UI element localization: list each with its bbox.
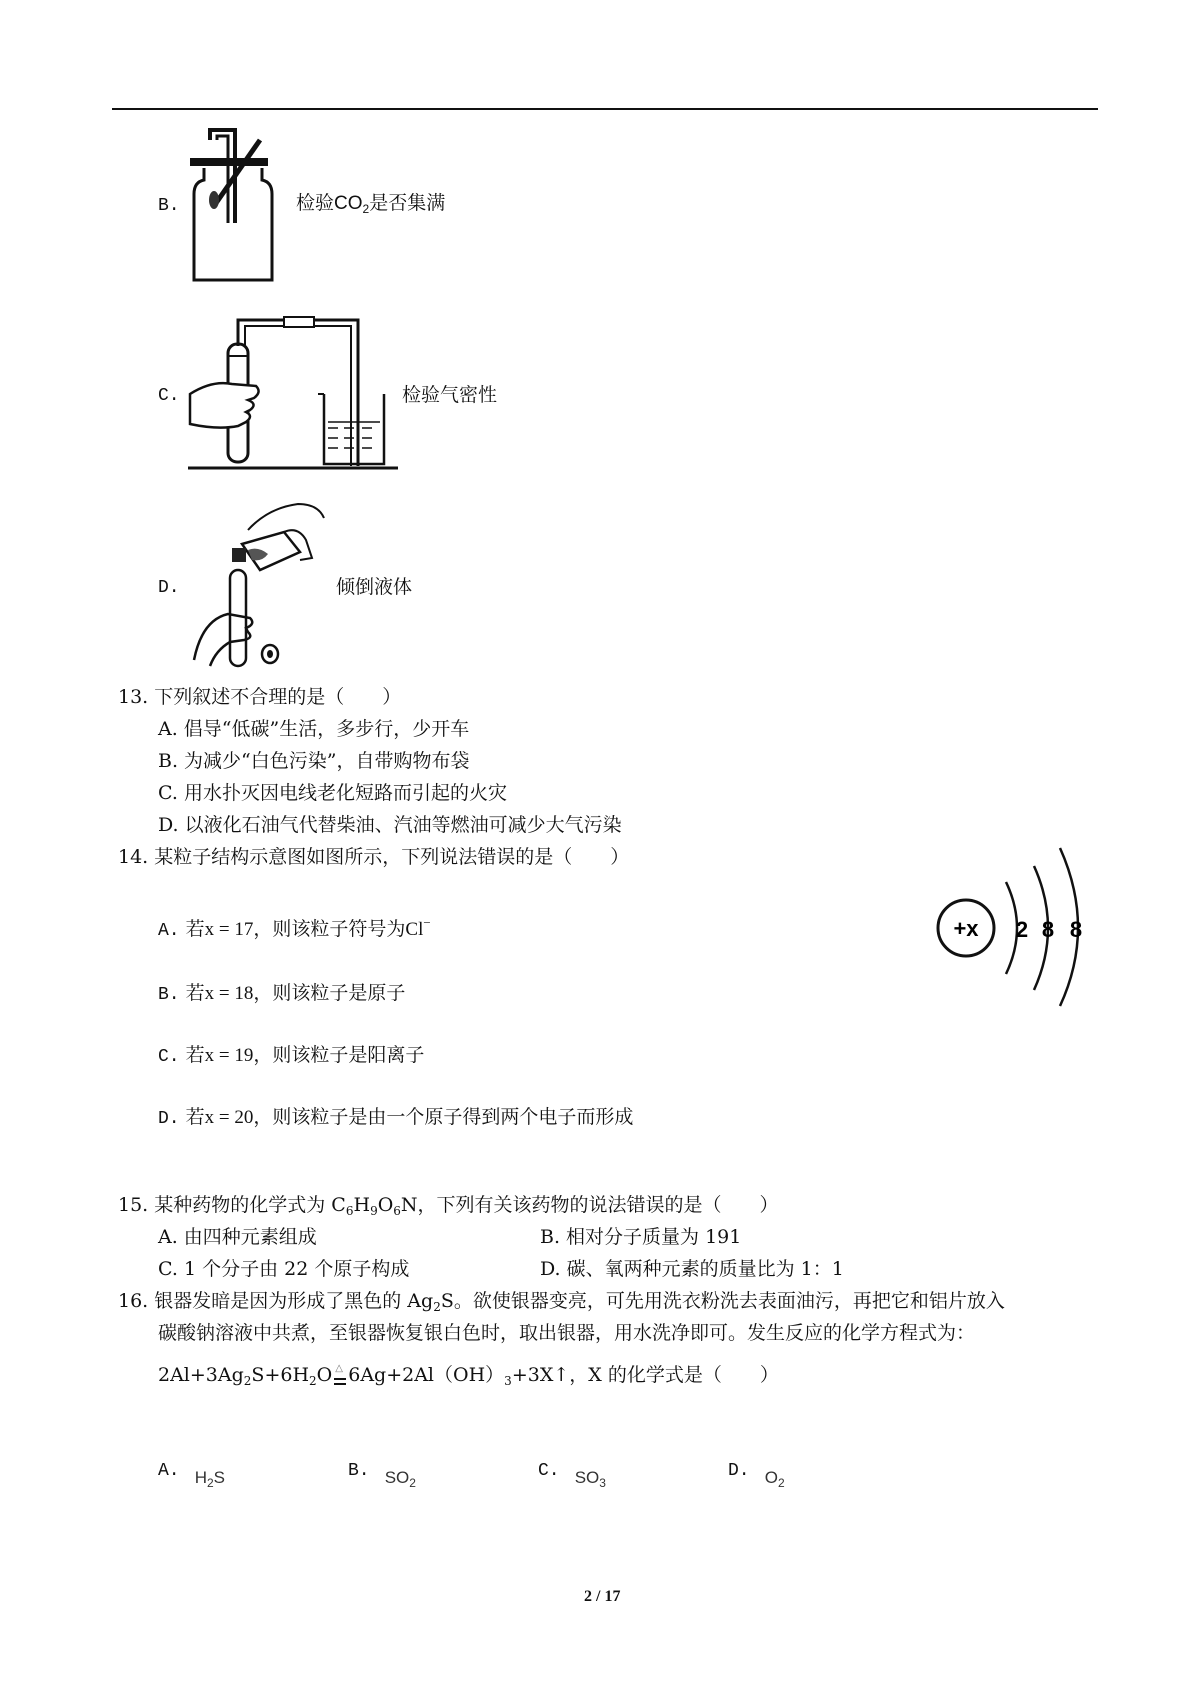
- q14-option-a: A. 若x = 17，则该粒子符号为Cl−: [158, 915, 431, 941]
- pouring-liquid-figure: [188, 500, 338, 672]
- q14-stem: 14. 某粒子结构示意图如图所示，下列说法错误的是（ ）: [118, 846, 630, 868]
- q12-option-c-caption: 检验气密性: [402, 384, 498, 406]
- q12-option-d-caption: 倾倒液体: [336, 576, 413, 598]
- q12-option-b-caption: 检验$CO_2$是否集满: [296, 192, 446, 216]
- heating-condition: △: [335, 1363, 343, 1374]
- airtightness-test-figure: [188, 316, 398, 472]
- page-number: 2 / 17: [584, 1588, 621, 1605]
- q14-option-c: C. 若x = 19，则该粒子是阳离子: [158, 1044, 425, 1067]
- q13-option-c: C. 用水扑灭因电线老化短路而引起的火灾: [158, 782, 507, 804]
- q16-option-c: C. $SO_3$: [538, 1461, 606, 1490]
- shell-1-count: 2: [1015, 917, 1029, 942]
- q13-option-b: B. 为减少“白色污染”，自带购物布袋: [158, 750, 470, 772]
- q15-option-d: D. 碳、氧两种元素的质量比为 1：1: [540, 1258, 844, 1280]
- q13-option-a: A. 倡导“低碳”生活，多步行，少开车: [158, 718, 470, 740]
- q13-option-d: D. 以液化石油气代替柴油、汽油等燃油可减少大气污染: [158, 814, 622, 836]
- shell-2-count: 8: [1041, 917, 1055, 942]
- q14-option-b: B. 若x = 18，则该粒子是原子: [158, 982, 406, 1005]
- q16-option-d: D. $O_2$: [728, 1461, 785, 1490]
- q12-option-b-letter: B.: [158, 196, 180, 216]
- q12-option-d-letter: D.: [158, 578, 180, 598]
- gas-collection-bottle-figure: [190, 128, 280, 288]
- q15-option-b: B. 相对分子质量为 191: [540, 1226, 742, 1248]
- particle-structure-diagram: [936, 840, 1096, 1006]
- header-rule: [112, 108, 1098, 110]
- nucleus-label: +x: [953, 916, 979, 941]
- shell-3-count: 8: [1069, 917, 1083, 942]
- q16-option-b: B. $SO_2$: [348, 1461, 416, 1490]
- q16-stem-line-1: 16. 银器发暗是因为形成了黑色的 $Ag_2S$。欲使银器变亮，可先用洗衣粉洗去表面油污，再把它和铝片放入: [118, 1290, 1005, 1314]
- q16-option-a: A. $H_2S$: [158, 1461, 226, 1490]
- q12-option-c-letter: C.: [158, 386, 180, 406]
- q13-stem: 13. 下列叙述不合理的是（ ）: [118, 686, 402, 708]
- q16-stem-line-2: 碳酸钠溶液中共煮，至银器恢复银白色时，取出银器，用水洗净即可。发生反应的化学方程式为：: [158, 1322, 976, 1344]
- q15-option-c: C. 1 个分子由 22 个原子构成: [158, 1258, 410, 1280]
- q15-option-a: A. 由四种元素组成: [158, 1226, 317, 1248]
- q15-stem: 15. 某种药物的化学式为 $C_6H_9O_6N$，下列有关该药物的说法错误的是（ ）: [118, 1194, 779, 1218]
- q14-option-d: D. 若x = 20，则该粒子是由一个原子得到两个电子而形成: [158, 1106, 634, 1129]
- q16-equation: $2Al+3Ag_2S+6H_2O$ △ $6Ag+2Al(OH)_3+3X↑$，X 的化学式是（ ）: [158, 1363, 779, 1388]
